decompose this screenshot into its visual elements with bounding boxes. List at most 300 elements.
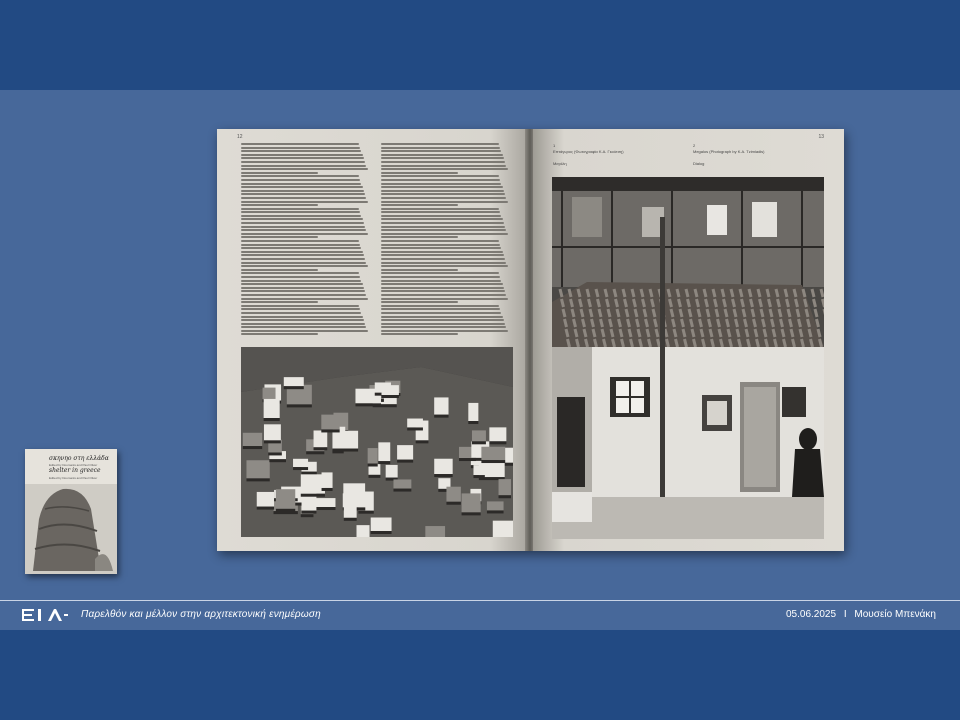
text-line (241, 333, 318, 335)
house-shape (257, 492, 274, 507)
text-line (381, 326, 506, 328)
text-line (241, 262, 366, 264)
house-shape (246, 460, 269, 478)
house-shape (315, 498, 336, 507)
roof-tile (700, 319, 702, 327)
roof-tile (646, 319, 648, 327)
text-line (241, 186, 363, 188)
house-shadow (355, 403, 381, 406)
text-line (381, 229, 506, 231)
text-line (381, 312, 501, 314)
roof-tile (571, 299, 573, 307)
house-shadow (368, 464, 378, 467)
roof-tile (652, 299, 654, 307)
footer-date: 05.06.2025 (786, 609, 837, 620)
house-shape (314, 430, 328, 447)
roof-tile (583, 319, 585, 327)
roof-tile (749, 289, 751, 297)
footer-title: Παρελθόν και μέλλον στην αρχιτεκτονική ενημέρωση (81, 609, 321, 620)
house-shadow (434, 474, 452, 477)
roof-tile (649, 339, 651, 347)
house-shadow (416, 440, 429, 443)
roof-tile (697, 299, 699, 307)
house-shadow (264, 440, 281, 443)
book-cover-thumbnail (25, 449, 117, 574)
house-shape (493, 521, 513, 537)
text-line (241, 247, 361, 249)
roof-tile (647, 329, 649, 337)
roof-tile (713, 289, 715, 297)
house-shape (371, 517, 392, 531)
roof-tile (644, 309, 646, 317)
house-shadow (314, 447, 328, 450)
roof-tile (733, 299, 735, 307)
house-shape (368, 448, 378, 463)
roof-tile (683, 329, 685, 337)
house-shape (381, 385, 398, 395)
roof-tile (758, 289, 760, 297)
roof-tile (715, 299, 717, 307)
roof-tile (823, 299, 825, 307)
house-shadow (397, 460, 413, 463)
text-line (381, 211, 500, 213)
house-shape (378, 442, 390, 461)
caption-left-2: Μεγάλη (553, 161, 567, 166)
aerial-village-photo (241, 347, 513, 537)
house-shadow (381, 395, 398, 398)
roof-tile (587, 289, 589, 297)
house-shape (446, 487, 460, 502)
text-line (241, 312, 361, 314)
roof-tile (719, 329, 721, 337)
roof-tile (680, 309, 682, 317)
house-shadow (284, 386, 304, 389)
house-shadow (489, 441, 506, 444)
roof-tile (814, 299, 816, 307)
text-line (241, 290, 365, 292)
text-line (381, 323, 505, 325)
house-shadow (301, 494, 325, 497)
house-shadow (407, 427, 423, 430)
text-line (241, 251, 363, 253)
caption-right-1: Megalos (Photograph by K.A. Tzimiadis) (693, 149, 765, 154)
text-line (381, 172, 458, 174)
roof-tile (614, 289, 616, 297)
text-line (241, 265, 368, 267)
house-shape (293, 459, 308, 467)
right-page-number: 13 (818, 134, 824, 140)
roof-tile (716, 309, 718, 317)
roof-tile (698, 309, 700, 317)
house-shadow (371, 531, 392, 534)
roof-tile (764, 329, 766, 337)
text-line (241, 201, 368, 203)
text-line (381, 280, 501, 282)
roof-tile (682, 319, 684, 327)
roof-tile (788, 309, 790, 317)
roof-tile (607, 299, 609, 307)
house-shadow (268, 452, 282, 455)
caption-num-1: 1 (553, 143, 556, 148)
roof-tile (590, 309, 592, 317)
text-line (241, 308, 360, 310)
text-line (241, 154, 363, 156)
roof-tile (610, 319, 612, 327)
book-cover-subtitle-1: Edited by Doumanis and Paul Oliver (49, 463, 98, 467)
text-line (241, 323, 365, 325)
house-shadow (446, 502, 460, 505)
house-shape (462, 493, 481, 512)
roof-tile (752, 309, 754, 317)
house-shape (473, 465, 484, 475)
text-line (381, 157, 504, 159)
text-line (241, 147, 360, 149)
roof-tile (754, 319, 756, 327)
house-shape (407, 419, 423, 428)
text-line (241, 183, 361, 185)
roof-tile (673, 319, 675, 327)
house-shadow (487, 510, 504, 513)
roof-tile (769, 299, 771, 307)
text-line (241, 179, 360, 181)
roof-tile (817, 319, 819, 327)
roof-tile (655, 319, 657, 327)
roof-tile (743, 309, 745, 317)
text-line (381, 222, 504, 224)
roof-tile (562, 299, 564, 307)
roof-tile (763, 319, 765, 327)
text-line (241, 208, 359, 210)
house-shape (472, 430, 486, 441)
roof-tile (563, 309, 565, 317)
house-shape (499, 479, 511, 495)
roof-tile (790, 319, 792, 327)
roof-tile (611, 329, 613, 337)
house-shadow (378, 461, 390, 464)
text-line (241, 168, 368, 170)
roof-tile (685, 339, 687, 347)
roof-tile (677, 289, 679, 297)
house-shadow (481, 460, 505, 463)
text-line (381, 247, 501, 249)
roof-tile (794, 289, 796, 297)
roof-tile (701, 329, 703, 337)
text-line (381, 175, 499, 177)
text-line (381, 283, 503, 285)
roof-tile (665, 329, 667, 337)
house-shape (343, 493, 366, 507)
roof-tile (667, 339, 669, 347)
roof-tile (805, 299, 807, 307)
text-line (241, 233, 368, 235)
text-line (241, 190, 364, 192)
roof-tile (734, 309, 736, 317)
text-line (241, 280, 361, 282)
roof-tile (595, 339, 597, 347)
house-shadow (468, 421, 478, 424)
text-line (241, 229, 366, 231)
roof-tile (746, 329, 748, 337)
house-shape (434, 459, 452, 474)
house-shadow (344, 518, 357, 521)
roof-tile (755, 329, 757, 337)
roof-tile (676, 339, 678, 347)
roof-tile (703, 339, 705, 347)
left-page-number: 12 (237, 134, 243, 140)
house-shape (481, 447, 505, 460)
house-shape (397, 445, 413, 459)
roof-tile (796, 299, 798, 307)
text-line (241, 204, 318, 206)
roof-tile (709, 319, 711, 327)
text-line (381, 226, 505, 228)
bottom-band (0, 630, 960, 720)
eia-logo-icon (22, 609, 68, 621)
roof-tile (718, 319, 720, 327)
house-shape (264, 424, 281, 440)
roof-tile (821, 289, 823, 297)
text-line (241, 330, 368, 332)
roof-tile (712, 339, 714, 347)
roof-tile (785, 289, 787, 297)
house-shape (264, 399, 280, 418)
text-line (241, 244, 360, 246)
roof-tile (589, 299, 591, 307)
roof-tile (779, 309, 781, 317)
text-line (381, 218, 503, 220)
house-shape (425, 526, 445, 537)
roof-tile (653, 309, 655, 317)
text-line (381, 319, 504, 321)
text-line (381, 197, 506, 199)
stone-tower-photo (25, 449, 117, 574)
roof-tile (751, 299, 753, 307)
roof-tile (781, 319, 783, 327)
house-shadow (473, 475, 484, 478)
text-line (381, 287, 504, 289)
roof-tile (580, 299, 582, 307)
roof-tile (629, 329, 631, 337)
roof-tile (760, 299, 762, 307)
text-column-1 (241, 143, 369, 343)
text-line (241, 226, 365, 228)
roof-tile (791, 329, 793, 337)
roof-tile (634, 299, 636, 307)
roof-tile (742, 299, 744, 307)
text-line (381, 298, 508, 300)
house-shape (284, 377, 304, 386)
book-cover-subtitle-2: Edited by Doumanis and Paul Oliver (49, 476, 98, 480)
house-shadow (246, 478, 269, 481)
roof-tile (686, 289, 688, 297)
roof-tile (772, 319, 774, 327)
text-line (381, 154, 503, 156)
house-shape (386, 465, 398, 478)
text-line (381, 305, 499, 307)
roof-tile (692, 329, 694, 337)
roof-tile (626, 309, 628, 317)
roof-tile (766, 339, 768, 347)
roof-tile (776, 289, 778, 297)
house-shadow (301, 514, 314, 517)
text-line (381, 294, 506, 296)
house-shape (434, 397, 448, 414)
text-line (241, 258, 365, 260)
roof-tile (586, 339, 588, 347)
text-line (241, 211, 360, 213)
text-line (381, 165, 506, 167)
roof-tile (736, 319, 738, 327)
house-shape (321, 415, 339, 430)
text-line (241, 294, 366, 296)
text-line (241, 269, 318, 271)
footer-date-venue (786, 609, 936, 620)
roof-tile (593, 329, 595, 337)
house-shadow (257, 507, 274, 510)
roof-tile (706, 299, 708, 307)
roof-tile (656, 329, 658, 337)
roof-tile (643, 299, 645, 307)
roof-tile (707, 309, 709, 317)
roof-tile (731, 289, 733, 297)
house-shape (468, 403, 478, 421)
roof-tile (623, 289, 625, 297)
house-shape (356, 525, 369, 537)
text-line (381, 150, 501, 152)
roof-tile (784, 339, 786, 347)
roof-tile (767, 289, 769, 297)
text-line (241, 172, 318, 174)
roof-tile (739, 339, 741, 347)
caption-area (553, 143, 823, 177)
house-shadow (462, 512, 481, 515)
left-page-text (241, 143, 513, 343)
house-shadow (321, 429, 339, 432)
text-line (381, 316, 503, 318)
left-page (217, 129, 527, 551)
roof-tile (802, 339, 804, 347)
roof-tile (668, 289, 670, 297)
roof-tile (787, 299, 789, 307)
roof-tile (569, 289, 571, 297)
house-shape (276, 489, 295, 509)
text-line (381, 143, 499, 145)
roof-tile (577, 339, 579, 347)
text-column-2 (381, 143, 509, 343)
roof-tile (689, 309, 691, 317)
text-line (381, 269, 458, 271)
text-line (241, 143, 359, 145)
roof-tile (721, 339, 723, 347)
roof-tile (619, 319, 621, 327)
roof-tile (782, 329, 784, 337)
house-shadow (472, 441, 486, 444)
roof-tile (688, 299, 690, 307)
caption-num-2: 2 (693, 143, 696, 148)
text-line (381, 236, 458, 238)
roof-tile (671, 309, 673, 317)
roof-tile (691, 319, 693, 327)
roof-tile (704, 289, 706, 297)
roof-tile (748, 339, 750, 347)
roof-tile (800, 329, 802, 337)
roof-tile (641, 289, 643, 297)
text-line (241, 240, 359, 242)
roof-tile (631, 339, 633, 347)
house-shape (243, 433, 262, 446)
text-line (241, 150, 361, 152)
roof-tile (809, 329, 811, 337)
roof-tile (605, 289, 607, 297)
text-line (241, 254, 364, 256)
text-line (241, 319, 364, 321)
roof-tile (820, 339, 822, 347)
roof-tile (728, 329, 730, 337)
text-line (241, 298, 368, 300)
roof-tile (617, 309, 619, 317)
footer-divider (0, 600, 960, 601)
text-line (381, 183, 501, 185)
house-shadow (276, 509, 295, 512)
house-shadow (293, 467, 308, 470)
roof-tile (628, 319, 630, 327)
right-page (533, 129, 844, 551)
text-line (381, 240, 499, 242)
roof-tile (575, 329, 577, 337)
house-shadow (269, 459, 286, 462)
roof-tile (620, 329, 622, 337)
roof-tile (637, 319, 639, 327)
roof-tile (811, 339, 813, 347)
roof-tile (638, 329, 640, 337)
text-line (241, 301, 318, 303)
roof-tile (770, 309, 772, 317)
roof-tile (799, 319, 801, 327)
text-line (381, 272, 499, 274)
text-line (381, 208, 499, 210)
book-cover-title-english: shelter in greece (49, 467, 101, 474)
roof-tile (670, 299, 672, 307)
roof-tile (602, 329, 604, 337)
house-shape (487, 501, 504, 510)
text-line (381, 308, 500, 310)
house-shadow (287, 404, 312, 407)
house-shape (393, 479, 411, 488)
text-line (241, 175, 359, 177)
house-shadow (434, 415, 448, 418)
text-line (241, 283, 363, 285)
text-line (381, 251, 503, 253)
text-line (381, 333, 458, 335)
house-shape (263, 388, 276, 400)
text-line (381, 161, 505, 163)
roof-tile (568, 339, 570, 347)
roof-tile (581, 309, 583, 317)
roof-tile (622, 339, 624, 347)
roof-tile (565, 319, 567, 327)
text-line (241, 161, 365, 163)
text-line (241, 326, 366, 328)
text-line (241, 197, 366, 199)
house-shadow (332, 449, 358, 452)
text-line (241, 222, 364, 224)
footer-venue: Μουσείο Μπενάκη (854, 609, 936, 620)
roof-tile (710, 329, 712, 337)
roof-tile (572, 309, 574, 317)
roof-tile (730, 339, 732, 347)
roof-tile (740, 289, 742, 297)
house-shadow (499, 495, 511, 498)
